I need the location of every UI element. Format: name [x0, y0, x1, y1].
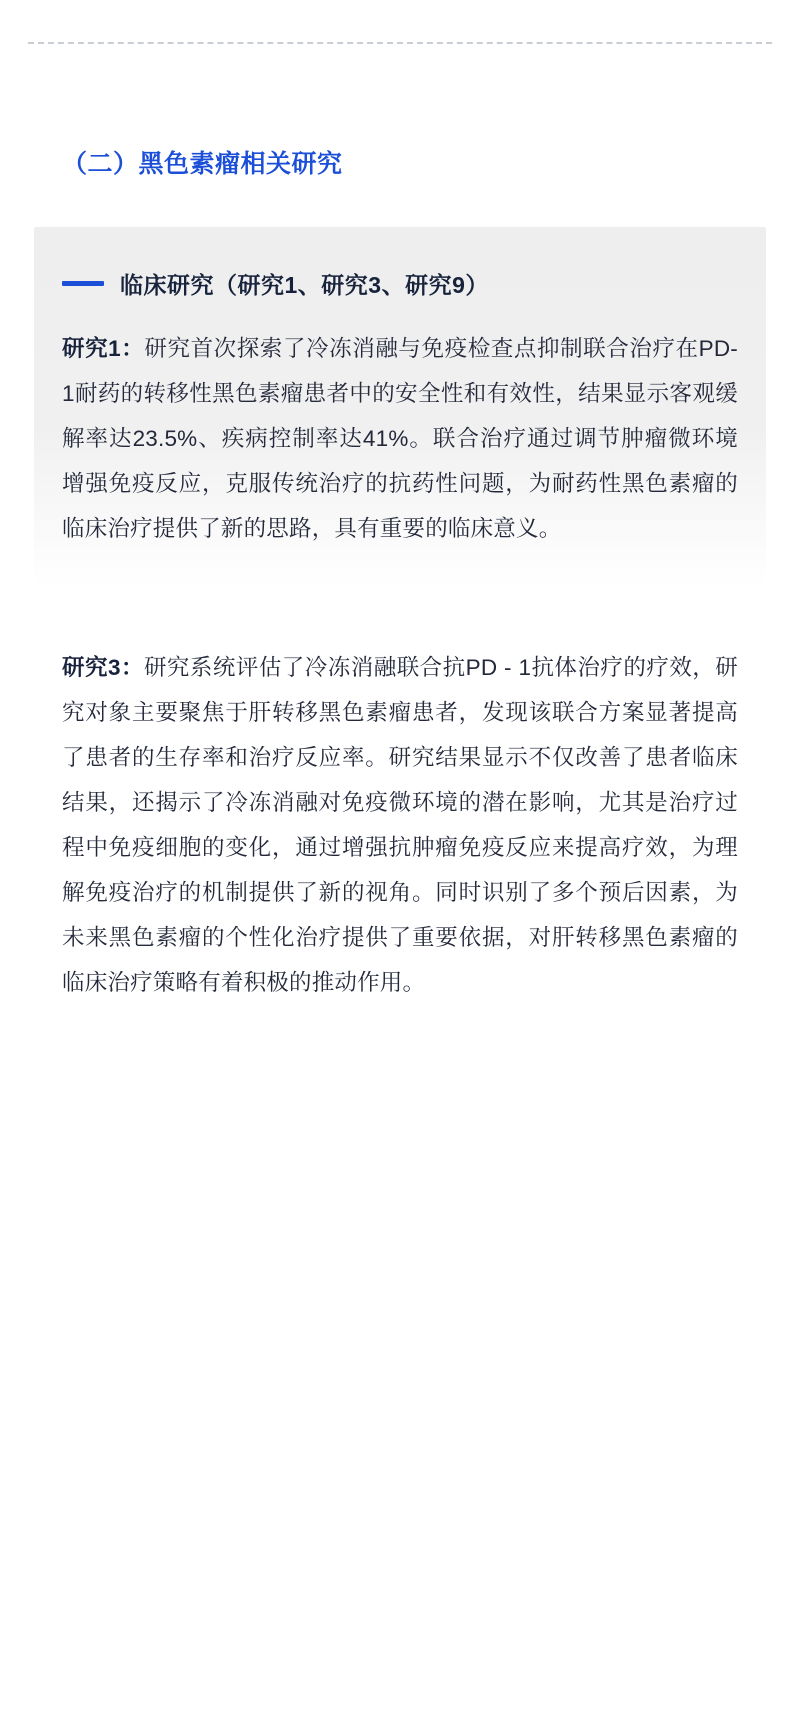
top-dashed-divider	[28, 42, 772, 44]
clinical-research-card	[34, 227, 766, 587]
card-title: 临床研究（研究1、研究3、研究9）	[120, 271, 489, 298]
study3-block	[62, 645, 738, 1005]
card-title-row	[62, 267, 738, 300]
section-heading: （二）黑色素瘤相关研究	[62, 150, 343, 178]
study3-label: 研究3：	[62, 654, 144, 680]
study1-paragraph	[62, 326, 738, 551]
study1-label: 研究1：	[62, 335, 145, 361]
study1-text: 研究首次探索了冷冻消融与免疫检查点抑制联合治疗在PD-1耐药的转移性黑色素瘤患者中的安全性和有效性，结果显示客观缓解率达23.5%、疾病控制率达41%。联合治疗通过调节肿瘤微环境增强免疫反应，克服传统治疗的抗药性问题，为耐药性黑色素瘤的临床治疗提供了新的思路，具有重要的临床意义。	[62, 335, 738, 541]
study3-text: 研究系统评估了冷冻消融联合抗PD - 1抗体治疗的疗效，研究对象主要聚焦于肝转移黑色素瘤患者，发现该联合方案显著提高了患者的生存率和治疗反应率。研究结果显示不仅改善了患者临床结果，还揭示了冷冻消融对免疫微环境的潜在影响，尤其是治疗过程中免疫细胞的变化，通过增强抗肿瘤免疫反应来提高疗效，为理解免疫治疗的机制提供了新的视角。同时识别了多个预后因素，为未来黑色素瘤的个性化治疗提供了重要依据，对肝转移黑色素瘤的临床治疗策略有着积极的推动作用。	[62, 654, 738, 995]
dash-marker-icon	[62, 281, 104, 286]
study3-paragraph	[62, 645, 738, 1005]
